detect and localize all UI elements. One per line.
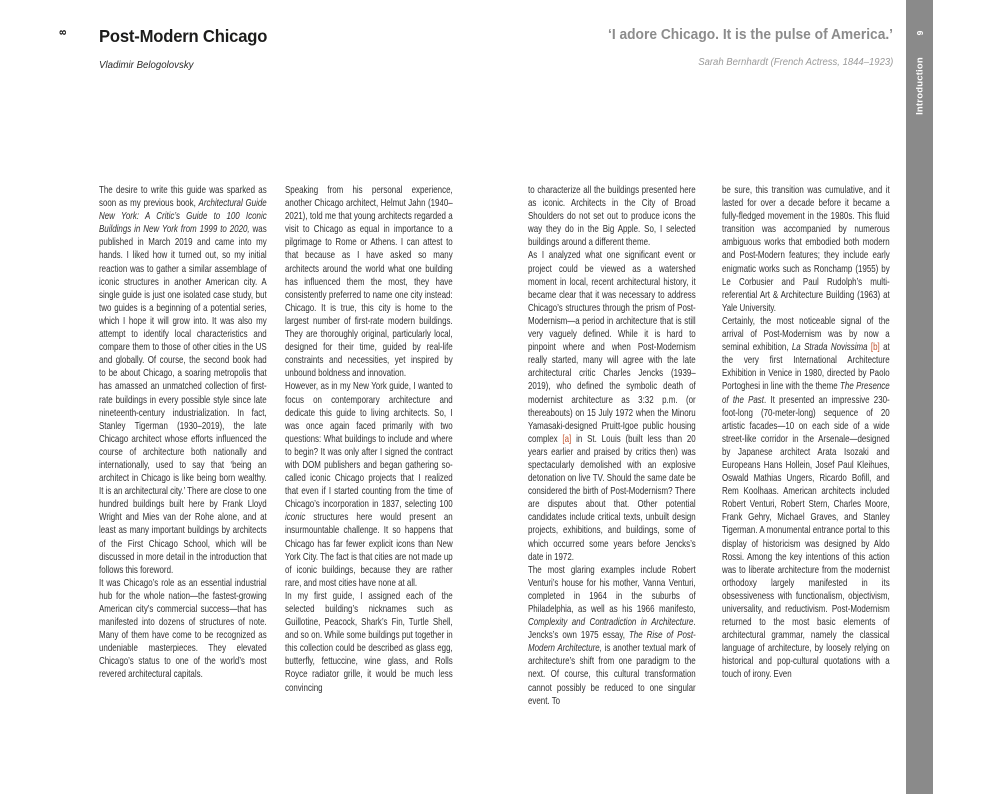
epigraph-quote: ‘I adore Chicago. It is the pulse of America.’	[607, 27, 893, 43]
text-column-4	[722, 184, 890, 682]
tab-section-label: Introduction	[914, 57, 925, 115]
paragraph: It was Chicago’s role as an essential industrial hub for the whole nation—the fastest-growing American city’s commercial success—that has manifested into dozens of structures of note. Many of them have come to be recognized as undeniable masterpieces. They elevated Chicago’s status to one of the world’s most revered architectural capitals.	[99, 577, 267, 681]
paragraph: However, as in my New York guide, I wanted to focus on contemporary architecture and dedicate this guide to living architects. So, I was once again faced primarily with two questions: What buildings to include and where to begin? It was only after I signed the contract with DOM publishers and began gathering so-called iconic Chicago projects that I realized that even if I started counting from the time of Chicago’s incorporation in 1837, selecting 100 iconic structures here would present an insurmountable challenge. It so happens that Chicago has far fewer explicit icons than New York City. The fact is that cities are not made up of iconic buildings, because they are rather rare, and most cities have none at all.	[285, 381, 453, 589]
left-page-number: 8	[58, 29, 70, 36]
text-column-1	[99, 184, 267, 682]
section-tab	[906, 0, 933, 794]
article-author: Vladimir Belogolovsky	[99, 59, 194, 71]
paragraph: The most glaring examples include Robert Venturi’s house for his mother, Vanna Venturi, completed in 1964 in the suburbs of Philadelphia, as well as his 1966 manifesto, Complexity and Contradiction in Architecture. Jencks’s own 1975 essay, The Rise of Post-Modern Architecture, is another textual mark of architecture’s shift from one paradigm to the next. Of course, this cultural transformation cannot possibly be reduced to one singular event. To	[528, 564, 696, 707]
paragraph: to characterize all the buildings presented here as iconic. Architects in the City of Broad Shoulders do not set out to produce icons the way they do in the Big Apple. So, I selected buildings around a different theme.	[528, 185, 696, 249]
article-title: Post-Modern Chicago	[99, 26, 268, 46]
paragraph: Speaking from his personal experience, another Chicago architect, Helmut Jahn (1940–2021), told me that young architects regarded a visit to Chicago as equal in importance to a pilgrimage to Rome or Athens. I can attest to that because as I have asked so many architects around the world what one building has influenced them the most, they have consistently preferred to name one city instead: Chicago. It is true, this city is home to the largest number of first-rate modern buildings. They are thoroughly original, particularly local, designed for their time, guided by real-life constraints and necessities, yet inspired by unbound boldness and innovation.	[285, 185, 453, 380]
epigraph-attribution: Sarah Bernhardt (French Actress, 1844–1923)	[697, 57, 893, 68]
paragraph: The desire to write this guide was sparked as soon as my previous book, Architectural Guide New York: A Critic’s Guide to 100 Iconic Buildings in New York from 1999 to 2020, was published in March 2019 and came into my hands. I liked how it turned out, so my initial reaction was to gather a similar assemblage of iconic structures in another American city. A single guide is just one isolated case study, but two guides is a beginning of a potential series, which I hope it will grow into. It was also my attempt to identify local characteristics and compare them to those of other cities in the US and globally. Of course, the second book had to be about Chicago, a soaring metropolis that has amassed an unmatched collection of first-rate buildings in every possible style since late nineteenth-century industrialization. In fact, Stanley Tigerman (1930–2019), the late Chicago architect whose efforts influenced the course of architecture both nationally and internationally, used to say that ‘being an architect in Chicago is like being born wealthy. It is an architectural city.’ There are close to one hundred buildings built here by Frank Lloyd Wright and Mies van der Rohe alone, and at least as many important buildings by architects of the First Chicago School, which will be discussed in more detail in the introduction that follows this foreword.	[99, 185, 267, 576]
paragraph: be sure, this transition was cumulative, and it lasted for over a decade before it became a fully-fledged movement in the 1980s. This fluid transition was accompanied by numerous ambiguous works that embodied both modern and Post-Modern features; they include early enigmatic works such as Ronchamp (1955) by Le Corbusier and Paul Rudolph’s multi-referential Art & Architecture Building (1963) at Yale University.	[722, 185, 890, 314]
paragraph: In my first guide, I assigned each of the selected building’s nicknames such as Guillotine, Peacock, Shark’s Fin, Turtle Shell, and so on. While some buildings put together in this collection could be described as glass egg, butterfly, fettuccine, wine glass, and Rolls Royce radiator grille, it would be much less convincing	[285, 590, 453, 694]
right-page-number: 9	[914, 30, 925, 36]
text-column-2	[285, 184, 453, 695]
text-column-3	[528, 184, 696, 708]
paragraph: As I analyzed what one significant event or project could be viewed as a watershed moment in local, recent architectural history, it became clear that it was necessary to address Chicago’s structures through the prism of Post-Modernism—a period in architecture that is still very vaguely defined. While it is hard to pinpoint where and when Post-Modernism really started, many will agree with the late architectural critic Charles Jencks (1939–2019), who defined the symbolic death of modernist architecture as 3:32 p.m. (or thereabouts) on 15 July 1972 when the Minoru Yamasaki-designed Pruitt-Igoe public housing complex [a] in St. Louis (built less than 20 years earlier and praised by critics then) was spectacularly demolished with an explosive detonation on live TV. Should the same date be considered the birth of Post-Modernism? There are disputes about that. Other potential candidates include critical texts, unbuilt design projects, exhibitions, and buildings, some of which occurred some years before Jencks’s date in 1972.	[528, 250, 696, 563]
paragraph: Certainly, the most noticeable signal of the arrival of Post-Modernism was by now a seminal exhibition, La Strada Novissima [b] at the very first International Architecture Exhibition in Venice in 1980, directed by Paolo Portoghesi in line with the theme The Presence of the Past. It presented an impressive 230-foot-long (70-meter-long) sequence of 20 artistic facades—10 on each side of a wide street-like corridor in the Arsenale—designed by Japanese architect Arata Isozaki and Europeans Hans Hollein, Josef Paul Kleihues, Oswald Mathias Ungers, Ricardo Bofill, and Rem Koolhaas. American architects included Robert Venturi, Robert Stern, Charles Moore, Frank Gehry, Michael Graves, and Stanley Tigerman. A monumental entrance portal to this display of historicism was designed by Aldo Rossi. Among the key intentions of this action was to liberate architecture from the modernist orthodoxy largely manifested in its obsessiveness with functionalism, objectivism, universality, and reductivism. Post-Modernism returned to the most basic elements of architectural grammar, namely the classical language of architecture, by loosely relying on historical and pop-cultural quotations with a touch of irony. Even	[722, 315, 890, 681]
